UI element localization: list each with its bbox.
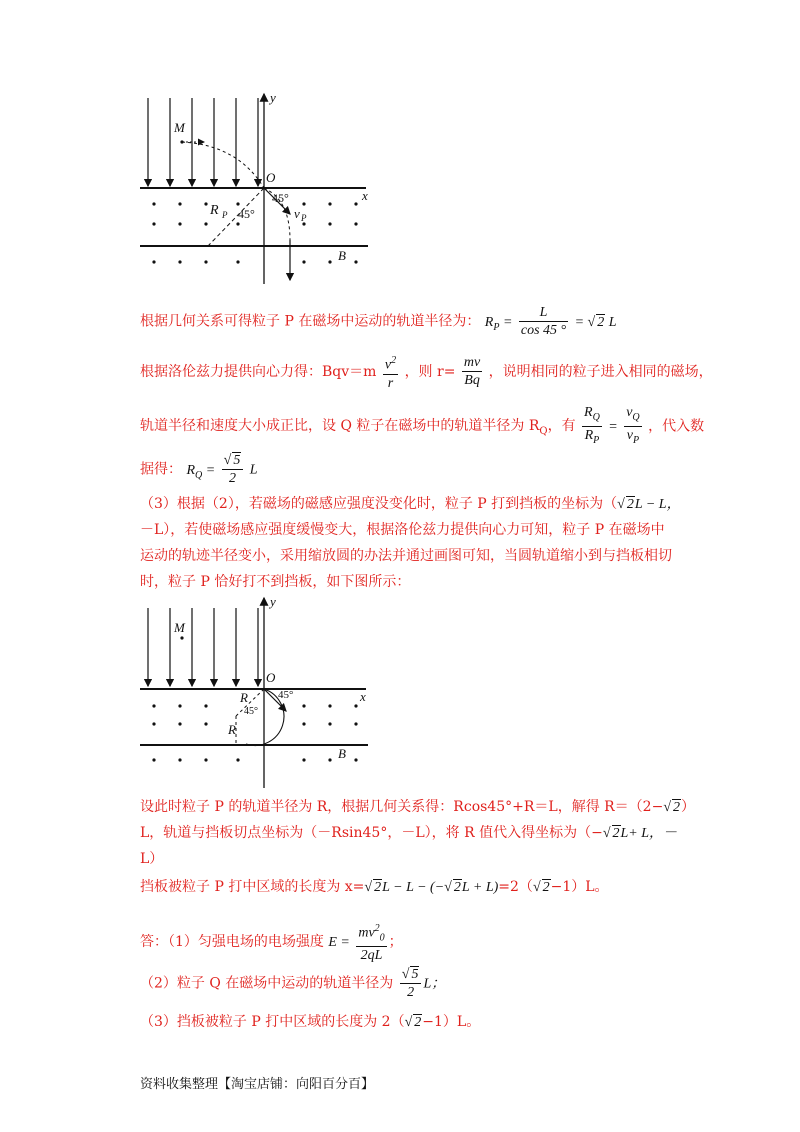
tangent-line1-a: 设此时粒子 P 的轨道半径为 R，根据几何关系得：Rcos45°+R＝L，解得 R＝（2− <box>140 799 664 815</box>
radius-p-den: cos 45 ° <box>520 323 567 338</box>
answer1-fraction <box>356 920 386 964</box>
tangent-line-1: 设此时粒子 P 的轨道半径为 R，根据几何关系得：Rcos45°+R＝L，解得 R＝（2−√ 2） <box>140 799 696 815</box>
tangent-line2-b: L+ L，－ <box>620 826 678 841</box>
answer3-text: （3）挡板被粒子 P 打中区域的长度为 2（ <box>140 1014 405 1030</box>
part3-line1-rad: 2 <box>626 497 634 512</box>
answer2-tail: L； <box>423 976 446 992</box>
ratio-eq: = <box>608 419 618 435</box>
radius-q-fraction: $\frac{√ 5}{2}$ <box>222 452 244 487</box>
origin-label: O <box>266 170 276 185</box>
lorentz-f2-num: mv <box>463 355 481 371</box>
answer-1 <box>140 920 403 964</box>
velocity-label: v <box>294 206 300 221</box>
velocity-sub: P <box>301 213 307 223</box>
tangent-line-2: L，轨道与挡板切点坐标为（－Rsin45°，－L），将 R 值代入得坐标为（−√ 2L+ L，－ <box>140 825 678 841</box>
ratio-text-c: ，代入数 <box>648 418 705 435</box>
answer2-text: （2）粒子 Q 在磁场中运动的轨道半径为 <box>140 975 394 992</box>
origin-label-2: O <box>266 670 276 685</box>
radius-q-lhs: R <box>186 462 196 478</box>
part3-line-1: （3）根据（2），若磁场的磁感应强度没变化时，粒子 P 打到挡板的坐标为（√ 2L − L， <box>140 496 681 512</box>
radius-q-tail: L <box>249 462 258 478</box>
part3-line-2: －L），若使磁场感应强度缓慢变大，根据洛伦兹力提供向心力可知，粒子 P 在磁场中 <box>140 522 665 538</box>
radius-q-line: 据得： $R_Q$ = $\frac{√ 5}{2}$ L <box>140 453 258 486</box>
ratio-text-b: ，有 <box>547 418 576 435</box>
footer-text: 资料收集整理【淘宝店铺：向阳百分百】 <box>140 1077 375 1092</box>
y-axis-label: y <box>270 90 276 105</box>
field-diagram-1 <box>138 90 378 290</box>
ratio-fraction-1 <box>582 404 602 449</box>
radius-q-text: 据得： <box>140 461 182 478</box>
answer-2 <box>140 966 445 1001</box>
length-rad1: 2 <box>374 880 382 895</box>
ratio-line <box>140 404 704 449</box>
length-b: L − L − (− <box>382 880 445 895</box>
answer2-fraction: $\frac{√ 5}{2}$ <box>400 966 422 1001</box>
answer1-tail: ； <box>388 934 403 951</box>
angle-label-2a: 45° <box>278 689 294 701</box>
lorentz-f1-den: r <box>387 375 394 391</box>
lorentz-text-a: 根据洛伦兹力提供向心力得：Bqv＝m <box>140 363 377 380</box>
radius-p-line: 根据几何关系可得粒子 P 在磁场中运动的轨道半径为： $R_P$ = $\frac{L}{\cos 45 ^\circ}$ = √ 2 L <box>140 305 617 338</box>
radius-label: R <box>210 203 219 218</box>
lorentz-text-c: ，说明相同的粒子进入相同的磁场， <box>488 363 713 380</box>
ratio-f2-den: v <box>626 427 633 443</box>
lorentz-text-b: ，则 r= <box>404 363 456 380</box>
lorentz-f2-den: Bq <box>464 373 480 389</box>
part3-line1-a: （3）根据（2），若磁场的磁感应强度没变化时，粒子 P 打到挡板的坐标为（ <box>140 496 618 512</box>
answer-3: （3）挡板被粒子 P 打中区域的长度为 2（√ 2−1）L。 <box>140 1014 481 1030</box>
angle-label-2b: 45° <box>244 706 258 717</box>
length-line: 挡板被粒子 P 打中区域的长度为 x=√ 2L − L − (−√ 2L + L)=2（√ 2−1）L。 <box>140 879 609 895</box>
ratio-text-a-sub: Q <box>539 426 548 438</box>
ratio-f2-den-sub: P <box>632 434 640 446</box>
field-diagram-2 <box>138 594 378 794</box>
angle-label-2: 45° <box>238 207 255 221</box>
ratio-text-a: 轨道半径和速度大小成正比，设 Q 粒子在磁场中的轨道半径为 R <box>140 418 540 435</box>
b-label-2: B <box>338 746 346 761</box>
answer1-den: 2qL <box>360 948 383 964</box>
answer1-text: 答：（1）匀强电场的电场强度 <box>140 934 324 951</box>
radius-p-lhs-sub: P <box>493 321 500 333</box>
answer1-num-sub: 0 <box>379 932 385 944</box>
radius-label-2a: R <box>240 690 248 705</box>
answer1-lhs: E = <box>328 935 350 951</box>
radius-p-rad: 2 <box>597 314 605 330</box>
radius-q-den: 2 <box>229 471 236 486</box>
answer3-tail: −1）L。 <box>422 1014 481 1030</box>
radius-p-lhs: R <box>484 314 494 330</box>
lorentz-line <box>140 352 713 392</box>
ratio-f1-den: R <box>584 427 594 443</box>
tangent-line1-b: ） <box>681 799 696 815</box>
answer1-num: mv <box>358 925 375 941</box>
length-rad2: 2 <box>453 880 461 895</box>
radius-p-text: 根据几何关系可得粒子 P 在磁场中运动的轨道半径为： <box>140 313 481 330</box>
ratio-f2-num: v <box>626 405 633 420</box>
answer1-num-sup: 2 <box>374 923 380 934</box>
lorentz-fraction-1 <box>383 352 398 392</box>
point-m-label: M <box>174 120 185 135</box>
ratio-f1-num: R <box>584 405 593 420</box>
lorentz-f1-sup: 2 <box>391 355 397 366</box>
answer2-den: 2 <box>407 985 415 1000</box>
lorentz-fraction-2 <box>462 354 482 389</box>
tangent-line1-rad: 2 <box>673 800 681 815</box>
length-a: 挡板被粒子 P 打中区域的长度为 x= <box>140 879 365 895</box>
figure-2 <box>138 594 378 794</box>
angle-label-1: 45° <box>272 191 289 205</box>
point-m-label-2: M <box>174 620 185 635</box>
length-rad3: 2 <box>542 880 550 895</box>
radius-p-fraction <box>519 304 568 339</box>
radius-p-tail: L <box>608 314 617 330</box>
figure-1 <box>138 90 378 290</box>
ratio-fraction-2 <box>624 404 641 449</box>
radius-sub: P <box>222 210 228 220</box>
length-c: L + L) <box>461 880 499 895</box>
part3-line-4: 时，粒子 P 恰好打不到挡板，如下图所示： <box>140 574 411 590</box>
tangent-line2-rad: 2 <box>612 826 620 841</box>
radius-q-lhs-sub: Q <box>195 469 203 481</box>
lorentz-f1-num: v <box>384 357 392 373</box>
x-axis-label: x <box>362 188 368 203</box>
radius-p-num: L <box>519 304 568 322</box>
tangent-line2-a: L，轨道与挡板切点坐标为（－Rsin45°，－L），将 R 值代入得坐标为（− <box>140 825 603 841</box>
length-e: −1）L。 <box>550 879 609 895</box>
tangent-line-3: L） <box>140 851 164 867</box>
radius-q-rad: 5 <box>233 453 241 468</box>
ratio-f2-num-sub: Q <box>632 411 640 423</box>
x-axis-label-2: x <box>360 689 366 704</box>
ratio-f1-den-sub: P <box>593 434 600 446</box>
part3-line1-b: L − L， <box>634 497 681 512</box>
length-d: =2（ <box>498 879 533 895</box>
b-label: B <box>338 248 346 263</box>
y-axis-label-2: y <box>270 594 276 609</box>
answer2-rad: 5 <box>411 967 419 982</box>
radius-label-2b: R <box>228 722 236 737</box>
part3-line-3: 运动的轨迹半径变小，采用缩放圆的办法并通过画图可知，当圆轨道缩小到与挡板相切 <box>140 548 672 564</box>
ratio-f1-num-sub: Q <box>592 411 600 423</box>
answer3-rad: 2 <box>414 1015 422 1030</box>
